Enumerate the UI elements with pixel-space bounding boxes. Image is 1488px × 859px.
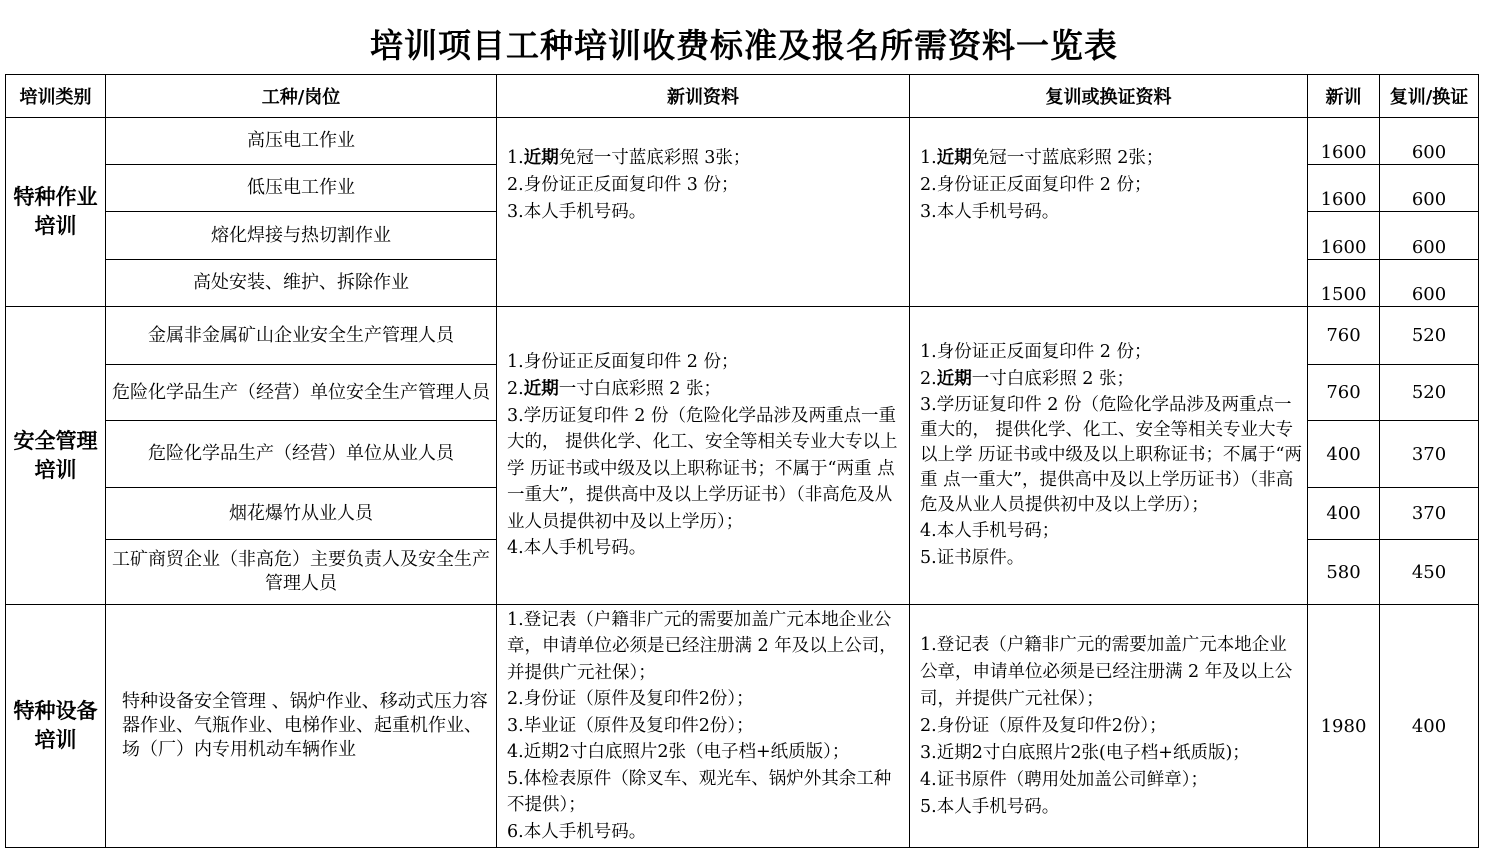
table-row (6, 118, 1479, 165)
new-fee-cell: 760 (1308, 307, 1380, 365)
new-fee-cell: 760 (1308, 365, 1380, 421)
renew-fee-cell: 520 (1380, 365, 1479, 421)
new-fee-cell: 580 (1308, 540, 1380, 605)
renew-fee-cell: 600 (1380, 212, 1479, 260)
new-fee-cell: 1600 (1308, 165, 1380, 212)
new-fee-cell: 400 (1308, 421, 1380, 488)
new-docs-cell: 1.登记表（户籍非广元的需要加盖广元本地企业公章，申请单位必须是已经注册满 2 年及以上公司，并提供广元社保）； 2.身份证（原件及复印件2份）； 3.毕业证（原件及复印件2份）； 4.近期2寸白底照片2张（电子档+纸质版）； 5.体检表原件（除叉车、观光车、锅炉外其余工种不提供）； 6.本人手机号码。 (497, 605, 910, 848)
job-cell: 特种设备安全管理 、锅炉作业、移动式压力容器作业、气瓶作业、电梯作业、起重机作业、场（厂）内专用机动车辆作业 (106, 605, 497, 848)
job-cell: 金属非金属矿山企业安全生产管理人员 (106, 307, 497, 365)
job-cell: 高压电工作业 (106, 118, 497, 165)
category-cell (6, 307, 106, 605)
category-cell (6, 118, 106, 307)
header-renew-fee: 复训/换证 (1380, 75, 1479, 118)
header-new-fee: 新训 (1308, 75, 1380, 118)
job-cell: 烟花爆竹从业人员 (106, 488, 497, 540)
renew-docs-cell: 1.登记表（户籍非广元的需要加盖广元本地企业公章，申请单位必须是已经注册满 2 年及以上公司，并提供广元社保）； 2.身份证（原件及复印件2份）； 3.近期2寸白底照片2张(电子档+纸质版)； 4.证书原件（聘用处加盖公司鲜章）； 5.本人手机号码。 (910, 605, 1308, 848)
renew-fee-cell: 370 (1380, 488, 1479, 540)
header-job: 工种/岗位 (106, 75, 497, 118)
header-new-docs: 新训资料 (497, 75, 910, 118)
renew-docs-cell: 1.近期免冠一寸蓝底彩照 2张； 2.身份证正反面复印件 2 份； 3.本人手机号码。 (910, 118, 1308, 307)
header-category: 培训类别 (6, 75, 106, 118)
new-fee-cell: 1500 (1308, 260, 1380, 307)
new-docs-cell: 1.近期免冠一寸蓝底彩照 3张； 2.身份证正反面复印件 3 份； 3.本人手机号码。 (497, 118, 910, 307)
header-row (6, 75, 1479, 118)
table-row (6, 307, 1479, 365)
job-cell: 低压电工作业 (106, 165, 497, 212)
page-title: 培训项目工种培训收费标准及报名所需资料一览表 (370, 26, 1118, 65)
job-cell: 高处安装、维护、拆除作业 (106, 260, 497, 307)
job-cell: 熔化焊接与热切割作业 (106, 212, 497, 260)
renew-docs-cell: 1.身份证正反面复印件 2 份； 2.近期一寸白底彩照 2 张； 3.学历证复印件 2 份（危险化学品涉及两重点一重大的， 提供化学、化工、安全等相关专业大专以上学 历证书或中级及以上职称证书；不属于“两重 点一重大”，提供高中及以上学历证书）（非高危及从业人员提供初中及以上学历）； 4.本人手机号码； 5.证书原件。 (910, 307, 1308, 605)
renew-fee-cell: 370 (1380, 421, 1479, 488)
renew-fee-cell: 400 (1380, 605, 1479, 848)
new-fee-cell: 1600 (1308, 118, 1380, 165)
job-cell: 危险化学品生产（经营）单位安全生产管理人员 (106, 365, 497, 421)
job-cell: 工矿商贸企业（非高危）主要负责人及安全生产管理人员 (106, 540, 497, 605)
new-fee-cell: 1600 (1308, 212, 1380, 260)
category-label: 安全管理培训 (13, 428, 98, 482)
new-fee-cell: 1980 (1308, 605, 1380, 848)
job-cell: 危险化学品生产（经营）单位从业人员 (106, 421, 497, 488)
category-cell (6, 605, 106, 848)
category-label: 特种设备培训 (13, 699, 98, 752)
renew-fee-cell: 600 (1380, 118, 1479, 165)
new-fee-cell: 400 (1308, 488, 1380, 540)
renew-fee-cell: 450 (1380, 540, 1479, 605)
fee-table (5, 74, 1479, 848)
renew-fee-cell: 600 (1380, 260, 1479, 307)
category-label: 特种作业培训 (13, 185, 98, 238)
renew-fee-cell: 520 (1380, 307, 1479, 365)
table-row (6, 605, 1479, 848)
new-docs-cell: 1.身份证正反面复印件 2 份； 2.近期一寸白底彩照 2 张； 3.学历证复印件 2 份（危险化学品涉及两重点一重大的， 提供化学、化工、安全等相关专业大专以上学 历证书或中级及以上职称证书；不属于“两重 点一重大”，提供高中及以上学历证书）（非高危及从业人员提供初中及以上学历）； 4.本人手机号码。 (497, 307, 910, 605)
renew-fee-cell: 600 (1380, 165, 1479, 212)
header-renew-docs: 复训或换证资料 (910, 75, 1308, 118)
